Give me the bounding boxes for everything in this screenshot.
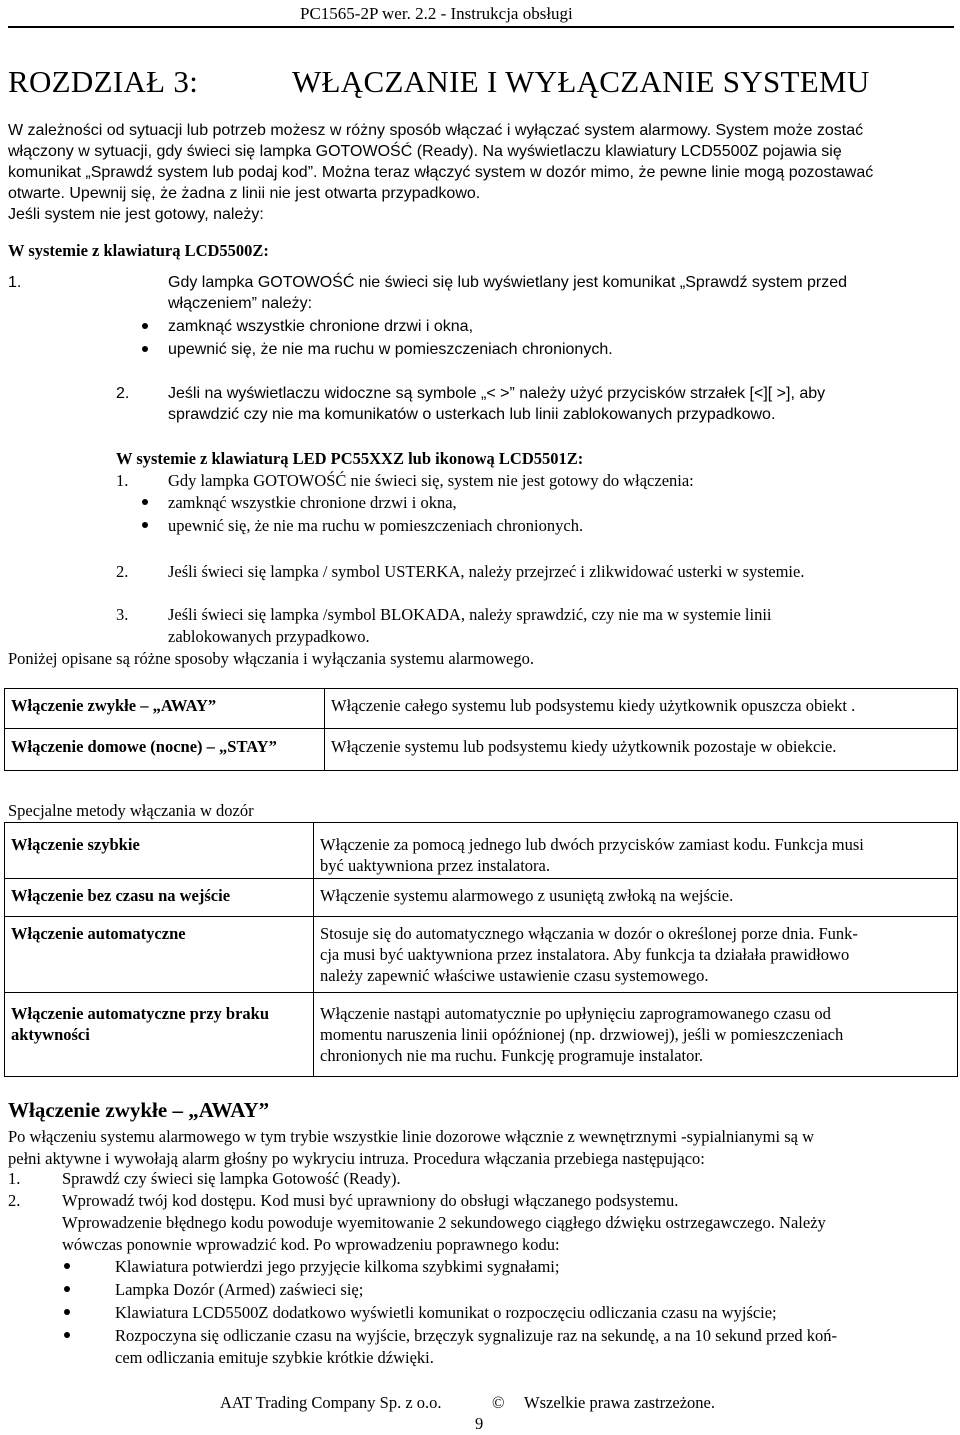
mode-name: Włączenie domowe (nocne) – „STAY”	[5, 729, 325, 771]
away-paragraph-line: Po włączeniu systemu alarmowego w tym trybie wszystkie linie dozorowe włącznie z wewnętrznymi -sypialnianymi są w	[8, 1127, 814, 1146]
lcd-section-heading: W systemie z klawiaturą LCD5500Z:	[8, 241, 269, 260]
method-desc-line: cja musi być uaktywniona przez instalatora. Aby funkcja ta działała prawidłowo	[320, 945, 850, 964]
lcd-bullet-item: upewnić się, że nie ma ruchu w pomieszczeniach chronionych.	[168, 341, 613, 358]
bullet-icon	[142, 522, 148, 528]
method-name-line: Włączenie bez czasu na wejście	[11, 886, 231, 905]
lcd-step1-line: Gdy lampka GOTOWOŚĆ nie świeci się lub wyświetlany jest komunikat „Sprawdź system przed	[168, 274, 848, 291]
led-step3-line: Jeśli świeci się lampka /symbol BLOKADA, należy sprawdzić, czy nie ma w systemie linii	[168, 605, 772, 624]
method-desc-line: Włączenie nastąpi automatycznie po upłynięciu zaprogramowanego czasu od	[320, 1004, 831, 1023]
away-paragraph-line: pełni aktywne i wywołają alarm głośny po wykryciu intruza. Procedura włączania przebiega następująco:	[8, 1149, 705, 1168]
lcd-step2-text	[168, 383, 958, 425]
method-description	[314, 993, 958, 1077]
away-step2-number: 2.	[8, 1191, 21, 1210]
away-bullet-line: cem odliczania emituje szybkie krótkie dźwięki.	[115, 1348, 434, 1367]
method-description	[314, 823, 958, 879]
intro-line: W zależności od sytuacji lub potrzeb możesz w różny sposób włączać i wyłączać system alarmowy. System może zostać	[8, 122, 864, 139]
method-name-line: Włączenie automatyczne przy braku	[11, 1004, 269, 1023]
mode-description: Włączenie systemu lub podsystemu kiedy użytkownik pozostaje w obiekcie.	[325, 729, 958, 771]
chapter-title: WŁĄCZANIE I WYŁĄCZANIE SYSTEMU	[292, 64, 870, 99]
header-rule	[8, 26, 954, 28]
method-name-line: Włączenie automatyczne	[11, 924, 186, 943]
away-bullet-line: Rozpoczyna się odliczanie czasu na wyjście, brzęczyk sygnalizuje raz na sekundę, a na 10 sekund przed koń-	[115, 1326, 838, 1345]
table-row	[5, 917, 958, 993]
method-desc-line: być uaktywniona przez instalatora.	[320, 856, 550, 875]
method-name	[5, 823, 314, 879]
led-step3-text	[168, 604, 958, 648]
mode-description: Włączenie całego systemu lub podsystemu kiedy użytkownik opuszcza obiekt .	[325, 689, 958, 729]
led-step1-text: Gdy lampka GOTOWOŚĆ nie świeci się, system nie jest gotowy do włączenia:	[168, 471, 694, 490]
lcd-step1-number: 1.	[8, 274, 22, 291]
intro-line: komunikat „Sprawdź system lub podaj kod”. Można teraz włączyć system w dozór mimo, że pewne linie mogą pozostawać	[8, 164, 874, 181]
led-bullet-item: upewnić się, że nie ma ruchu w pomieszczeniach chronionych.	[168, 516, 584, 535]
table-row	[5, 689, 958, 729]
away-section-heading: Włączenie zwykłe – „AWAY”	[8, 1098, 270, 1122]
special-methods-table	[4, 822, 958, 1077]
method-name	[5, 917, 314, 993]
running-header: PC1565-2P wer. 2.2 - Instrukcja obsługi	[300, 4, 573, 23]
copyright-icon: ©	[492, 1393, 505, 1412]
method-desc-line: Włączenie za pomocą jednego lub dwóch przycisków zamiast kodu. Funkcja musi	[320, 835, 864, 854]
away-bullet-item: Klawiatura potwierdzi jego przyjęcie kilkoma szybkimi sygnałami;	[115, 1257, 560, 1276]
page-number: 9	[475, 1414, 484, 1433]
led-step3-number: 3.	[116, 605, 129, 624]
away-step1-number: 1.	[8, 1169, 21, 1188]
led-step3-line: zablokowanych przypadkowo.	[168, 627, 370, 646]
method-desc-line: chronionych nie ma ruchu. Funkcję programuje instalator.	[320, 1046, 704, 1065]
led-bullet-item: zamknąć wszystkie chronione drzwi i okna,	[168, 493, 457, 512]
led-step2-text: Jeśli świeci się lampka / symbol USTERKA, należy przejrzeć i zlikwidować usterki w systemie.	[168, 562, 805, 581]
method-description	[314, 917, 958, 993]
led-step1-number: 1.	[116, 471, 129, 490]
table-row	[5, 823, 958, 879]
footer-rights: Wszelkie prawa zastrzeżone.	[524, 1393, 716, 1412]
away-step2-line: Wprowadź twój kod dostępu. Kod musi być uprawniony do obsługi włączanego podsystemu.	[62, 1191, 679, 1210]
away-step1-text: Sprawdź czy świeci się lampka Gotowość (Ready).	[62, 1169, 401, 1188]
bullet-icon	[142, 346, 148, 352]
lcd-bullet-item: zamknąć wszystkie chronione drzwi i okna,	[168, 318, 474, 335]
mode-name: Włączenie zwykłe – „AWAY”	[5, 689, 325, 729]
bullet-icon	[142, 499, 148, 505]
bullet-icon	[64, 1263, 70, 1269]
intro-line: otwarte. Upewnij się, że żadna z linii nie jest otwarta przypadkowo.	[8, 185, 481, 202]
away-step2-line: wówczas ponownie wprowadzić kod. Po wprowadzeniu poprawnego kodu:	[62, 1235, 560, 1254]
footer-company: AAT Trading Company Sp. z o.o.	[220, 1393, 442, 1412]
special-heading: Specjalne metody włączania w dozór	[8, 801, 254, 820]
intro-line: włączony w sytuacji, gdy świeci się lampka GOTOWOŚĆ (Ready). Na wyświetlaczu klawiatury LCD5500Z pojawia się	[8, 143, 842, 160]
table-row	[5, 729, 958, 771]
method-desc-line: Włączenie systemu alarmowego z usuniętą zwłoką na wejście.	[320, 886, 734, 905]
lcd-step2-number: 2.	[116, 385, 130, 402]
method-desc-line: momentu naruszenia linii opóźnionej (np. drzwiowej), jeśli w pomieszczeniach	[320, 1025, 844, 1044]
chapter-label: ROZDZIAŁ 3:	[8, 64, 199, 99]
away-bullet-item: Lampka Dozór (Armed) zaświeci się;	[115, 1280, 364, 1299]
methods-intro: Poniżej opisane są różne sposoby włączania i wyłączania systemu alarmowego.	[8, 649, 534, 668]
lcd-step1-line: włączeniem” należy:	[168, 295, 313, 312]
bullet-icon	[64, 1309, 70, 1315]
table-row	[5, 993, 958, 1077]
method-desc-line: Stosuje się do automatycznego włączania w dozór o określonej porze dnia. Funk-	[320, 924, 858, 943]
away-step2-text	[62, 1190, 958, 1256]
bullet-icon	[142, 323, 148, 329]
method-name	[5, 879, 314, 917]
method-name-line: aktywności	[11, 1025, 90, 1044]
away-bullet-item	[115, 1325, 958, 1369]
method-description	[314, 879, 958, 917]
table-row	[5, 879, 958, 917]
led-step2-number: 2.	[116, 562, 129, 581]
away-paragraph	[8, 1126, 956, 1170]
intro-paragraph	[8, 120, 956, 225]
away-bullet-item: Klawiatura LCD5500Z dodatkowo wyświetli komunikat o rozpoczęciu odliczania czasu na wyjście;	[115, 1303, 777, 1322]
intro-line: Jeśli system nie jest gotowy, należy:	[8, 206, 264, 223]
method-name	[5, 993, 314, 1077]
method-desc-line: należy zapewnić właściwe ustawienie czasu systemowego.	[320, 966, 709, 985]
bullet-icon	[64, 1332, 70, 1338]
bullet-icon	[64, 1286, 70, 1292]
lcd-step1-text	[168, 272, 958, 314]
away-step2-line: Wprowadzenie błędnego kodu powoduje wyemitowanie 2 sekundowego ciągłego dźwięku ostrzegawczego. Należy	[62, 1213, 826, 1232]
lcd-step2-line: sprawdzić czy nie ma komunikatów o usterkach lub linii zablokowanych przypadkowo.	[168, 406, 776, 423]
main-modes-table	[4, 688, 958, 771]
lcd-step2-line: Jeśli na wyświetlaczu widoczne są symbole „< >” należy użyć przycisków strzałek [<][ >], aby	[168, 385, 826, 402]
method-name-line: Włączenie szybkie	[11, 835, 140, 854]
led-section-heading: W systemie z klawiaturą LED PC55XXZ lub ikonową LCD5501Z:	[116, 449, 584, 468]
